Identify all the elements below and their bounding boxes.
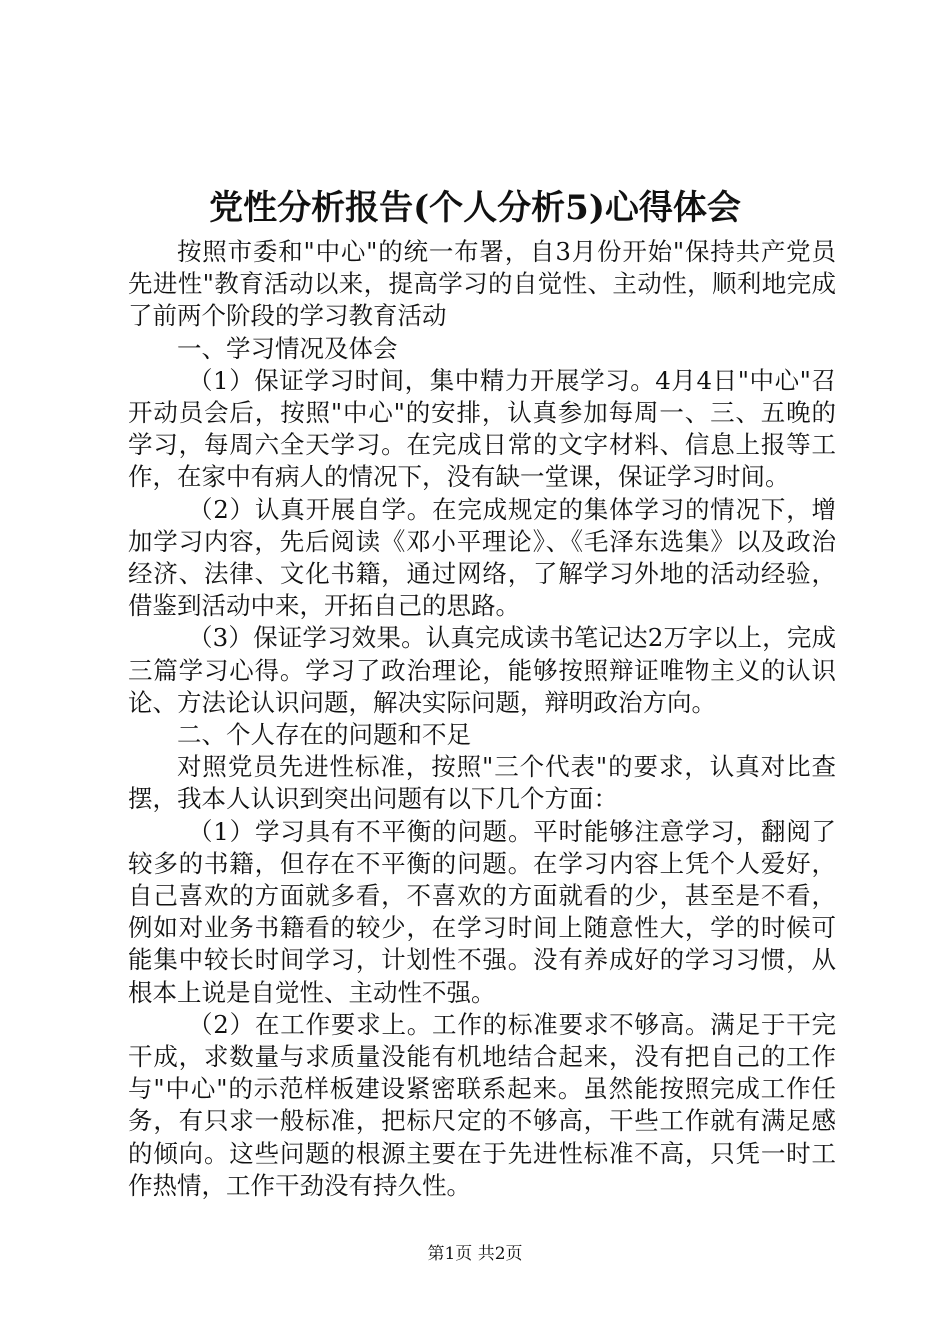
problem-item-1: （1）学习具有不平衡的问题。平时能够注意学习，翻阅了较多的书籍，但存在不平衡的问题。在学习内容上凭个人爱好，自己喜欢的方面就多看，不喜欢的方面就看的少，甚至是不看，例如对业务书籍看的较少，在学习时间上随意性大，学的时候可能集中较长时间学习，计划性不强。没有养成好的学习习惯，从根本上说是自觉性、主动性不强。 xyxy=(128,816,836,1007)
section-heading-problems: 二、个人存在的问题和不足 xyxy=(177,720,471,750)
document-title: 党性分析报告(个人分析5)心得体会 xyxy=(209,188,741,228)
problem-item-2: （2）在工作要求上。工作的标准要求不够高。满足于干完干成，求数量与求质量没能有机地结合起来，没有把自己的工作与"中心"的示范样板建设紧密联系起来。虽然能按照完成工作任务，有只求一般标准，把标尺定的不够高，干些工作就有满足感的倾向。这些问题的根源主要在于先进性标准不高，只凭一时工作热情，工作干劲没有持久性。 xyxy=(128,1009,836,1200)
intro-paragraph: 按照市委和"中心"的统一布署，自3月份开始"保持共产党员先进性"教育活动以来，提高学习的自觉性、主动性，顺利地完成了前两个阶段的学习教育活动 xyxy=(128,237,836,331)
study-item-3: （3）保证学习效果。认真完成读书笔记达2万字以上，完成三篇学习心得。学习了政治理论，能够按照辩证唯物主义的认识论、方法论认识问题，解决实际问题，辩明政治方向。 xyxy=(128,623,836,717)
page-footer: 第1页 共2页 xyxy=(427,1244,523,1264)
study-item-2: （2）认真开展自学。在完成规定的集体学习的情况下，增加学习内容，先后阅读《邓小平理论》、《毛泽东选集》以及政治经济、法律、文化书籍，通过网络，了解学习外地的活动经验，借鉴到活动中来，开拓自己的思路。 xyxy=(128,494,836,621)
document-body xyxy=(128,236,836,1202)
section-heading-study: 一、学习情况及体会 xyxy=(177,333,398,363)
problems-intro-paragraph: 对照党员先进性标准，按照"三个代表"的要求，认真对比查摆，我本人认识到突出问题有以下几个方面： xyxy=(128,752,836,814)
study-item-1: （1）保证学习时间，集中精力开展学习。4月4日"中心"召开动员会后，按照"中心"的安排，认真参加每周一、三、五晚的学习，每周六全天学习。在完成日常的文字材料、信息上报等工作，在家中有病人的情况下，没有缺一堂课，保证学习时间。 xyxy=(128,365,836,492)
